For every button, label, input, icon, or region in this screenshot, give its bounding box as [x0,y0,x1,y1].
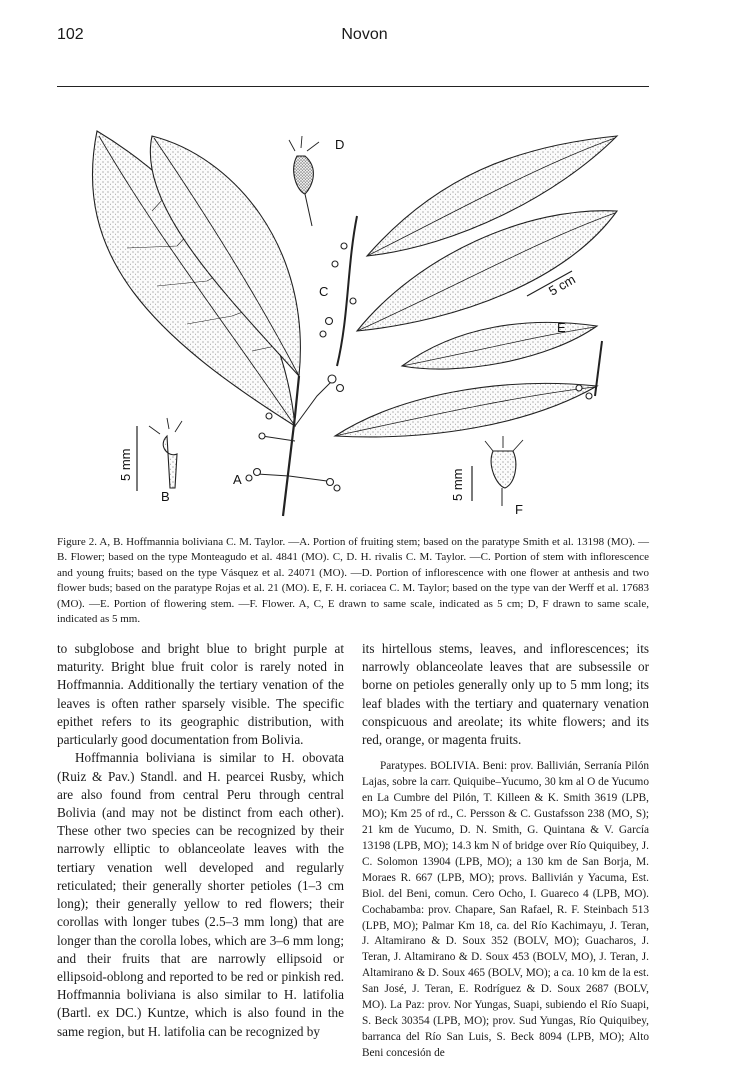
leaf-e-lower [335,383,597,436]
label-e: E [557,320,566,335]
label-5cm: 5 cm [546,271,578,299]
stem-c [337,216,357,366]
flower-b [163,436,177,488]
label-f: F [515,502,523,517]
flower-d [294,156,314,194]
paragraph-left-2: Hoffmannia boliviana is similar to H. obovata (Ruiz & Pav.) Standl. and H. pearcei Rusby, which are also found from central Peru through central Bolivia (and may not be distinct from each other). These other two species can be recognized by their narrowly elliptic to oblanceolate leaves with the tertiary venation well developed and regularly reticulated; their generally shorter petioles (1–3 cm long); their generally yellow to red flowers; their corollas with longer tubes (2.5–3 mm long) that are longer than the corolla lobes, which are 3–6 mm long; and their fruits that are narrowly ellipsoid or ellipsoid-oblong and reported to be red or pinkish red. Hoffmannia boliviana is also similar to H. latifolia (Bartl. ex DC.) Kuntze, which is also found in the same region, but H. latifolia can be recognized by [57,750,344,1039]
flower-f [491,451,516,488]
label-a: A [233,472,242,487]
body-column-right [362,640,649,1062]
label-b: B [161,489,170,504]
label-d: D [335,137,345,152]
page-number: 102 [57,26,84,43]
label-c: C [319,284,329,299]
label-5mm-f: 5 mm [450,468,465,501]
stem-e [595,341,602,396]
figure-caption: Figure 2. A, B. Hoffmannia boliviana C. M. Taylor. —A. Portion of fruiting stem; based on the paratype Smith et al. 13198 (MO). —B. Flower; based on the type Monteagudo et al. 4841 (MO). C, D. H. rivalis C. M. Taylor. —C. Portion of stem with inflorescence and young fruits; based on the type Vásquez et al. 24071 (MO). —D. Portion of inflorescence with one flower at anthesis and two flower buds; based on the paratype Rojas et al. 21 (MO). E, F. H. coriacea C. M. Taylor; based on the type van der Werff et al. 17683 (MO). —E. Portion of flowering stem. —F. Flower. A, C, E drawn to same scale, indicated as 5 cm; D, F drawn to same scale, indicated as 5 mm. [57,536,649,625]
paratypes-paragraph: Paratypes. BOLIVIA. Beni: prov. Ballivián, Serranía Pilón Lajas, sobre la carr. Quiquibe–Yucumo, 30 km al O de Yucumo en La Cumbre del Pilón, T. Killeen & K. Smith 3619 (LPB, MO); Km 25 of rd., C. Persson & C. Gustafsson 238 (MO, S); 21 km de Yucumo, D. N. Smith, G. Quintana & V. García 13198 (LPB, MO); 14.3 km N of bridge over Río Quiquibey, J. C. Solomon 13904 (LPB, MO); a 130 km de San Borja, M. Moraes R. 667 (LPB, MO); provs. Ballivián y Yacuma, Est. Biol. del Beni, comun. Cero Ocho, I. Guareco 4 (LPB, MO). Cochabamba: prov. Chapare, San Rafael, R. F. Steinbach 513 (LPB, MO); Palmar Km 18, ca. del Río Kachimayu, J. Teran, J. Altamirano & D. Soux 352 (BOLV, MO); Guacharos, J. Teran, J. Altamirano & D. Soux 453 (BOLV, MO), J. Teran, J. Altamirano & D. Soux 465 (BOLV, MO); a ca. 10 km de la est. San José, J. Teran, E. Rodríguez & D. Soux 2687 (BOLV, MO). La Paz: prov. Nor Yungas, Suapi, subiendo el Río Suapi, S. Beck 30354 (LPB, MO); prov. Sud Yungas, Río Quiquibey, barranca del Río San Luis, S. Beck 8094 (LPB, MO); Alto Beni concesión de [362,760,649,1059]
header-rule [57,86,649,87]
label-5mm-b: 5 mm [118,448,133,481]
botanical-illustration [57,96,649,526]
paragraph-left-1: to subglobose and bright blue to bright purple at maturity. Bright blue fruit color is rarely noted in Hoffmannia. Additionally the tertiary venation of the leaves is often rather sparsely visible. The specific epithet refers to its geographic distribution, with particularly good documentation from Bolivia. [57,641,344,748]
botanical-figure [57,96,649,526]
paragraph-right-1: its hirtellous stems, leaves, and inflorescences; its narrowly oblanceolate leaves that are subsessile or borne on petioles generally only up to 5 mm long; its leaf blades with the tertiary and quaternary venation conspicuous and areolate; its white flowers; and its red, orange, or magenta fruits. [362,641,649,748]
body-column-left [57,640,344,1041]
running-head-journal: Novon [341,26,388,43]
